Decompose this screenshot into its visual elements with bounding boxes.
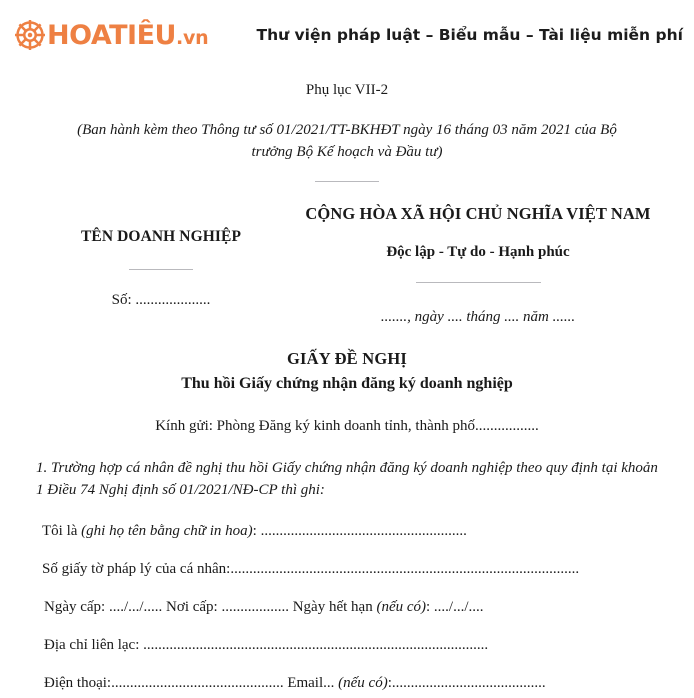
national-heading: CỘNG HÒA XÃ HỘI CHỦ NGHĨA VIỆT NAM: [305, 203, 651, 223]
document-sheet: [0, 82, 694, 692]
clause-1-text: 1. Trường hợp cá nhân đề nghị thu hồi Giấy chứng nhận đăng ký doanh nghiệp theo quy định tại khoản 1 Điều 74 Nghị định số 01/2021/NĐ-CP thì ghi:: [36, 459, 658, 498]
divider-under-motto: [416, 282, 541, 283]
phone-email-hint: (nếu có): [338, 674, 388, 691]
brand-name: HOATIÊU.vn: [47, 19, 209, 51]
document-number-field[interactable]: Số: ....................: [111, 291, 211, 308]
brand-logo[interactable]: [14, 19, 209, 51]
site-tagline: Thư viện pháp luật – Biểu mẫu – Tài liệu miễn phí: [256, 26, 683, 44]
full-name-blank: : .......................................................: [252, 522, 467, 539]
legal-document-number-blank: .............................................................................................: [230, 560, 580, 577]
masthead-right-column: [292, 204, 664, 326]
divider-under-issue-note: [315, 181, 379, 182]
full-name-field[interactable]: [30, 523, 664, 540]
contact-address-label: Địa chỉ liên lạc:: [44, 636, 144, 653]
ship-wheel-icon: [14, 19, 46, 51]
issue-note: (Ban hành kèm theo Thông tư số 01/2021/TT-BKHĐT ngày 16 tháng 03 năm 2021 của Bộ trưởng Bộ Kế hoạch và Đầu tư): [77, 122, 617, 160]
national-motto: Độc lập - Tự do - Hạnh phúc: [386, 243, 570, 260]
legal-document-number-label: Số giấy tờ pháp lý của cá nhân:: [42, 560, 231, 577]
masthead-left-column: [30, 204, 292, 309]
document-subtitle: Thu hồi Giấy chứng nhận đăng ký doanh nghiệp: [181, 374, 513, 392]
date-place-field[interactable]: ......., ngày .... tháng .... năm ......: [380, 308, 576, 325]
phone-email-field[interactable]: [30, 675, 664, 692]
issue-date-blank: : ..../.../....: [426, 598, 484, 615]
enterprise-name: TÊN DOANH NGHIỆP: [80, 227, 242, 245]
title-block: [30, 349, 664, 393]
issue-date-field[interactable]: [30, 599, 664, 616]
divider-enterprise-name: [129, 269, 193, 270]
appendix-label: Phụ lục VII-2: [305, 82, 389, 98]
contact-address-blank: ............................................................................................: [143, 636, 489, 653]
phone-email-blank: :.........................................: [387, 674, 546, 691]
recipient-field[interactable]: Kính gửi: Phòng Đăng ký kinh doanh tỉnh, thành phố.................: [155, 417, 539, 434]
contact-address-field[interactable]: [30, 637, 664, 654]
issue-date-label: Ngày cấp: ..../.../..... Nơi cấp: .................. Ngày hết hạn: [44, 598, 377, 615]
brand-tld: .vn: [175, 26, 209, 49]
masthead: [30, 204, 664, 326]
issue-date-hint: (nếu có): [376, 598, 427, 615]
phone-email-label: Điện thoại:.............................................. Email...: [44, 674, 339, 691]
full-name-hint: (ghi họ tên bằng chữ in hoa): [81, 522, 253, 539]
document-title: GIẤY ĐỀ NGHỊ: [286, 348, 408, 368]
site-header: [0, 0, 694, 52]
legal-document-number-field[interactable]: [30, 561, 664, 578]
full-name-label: Tôi là: [42, 522, 82, 539]
